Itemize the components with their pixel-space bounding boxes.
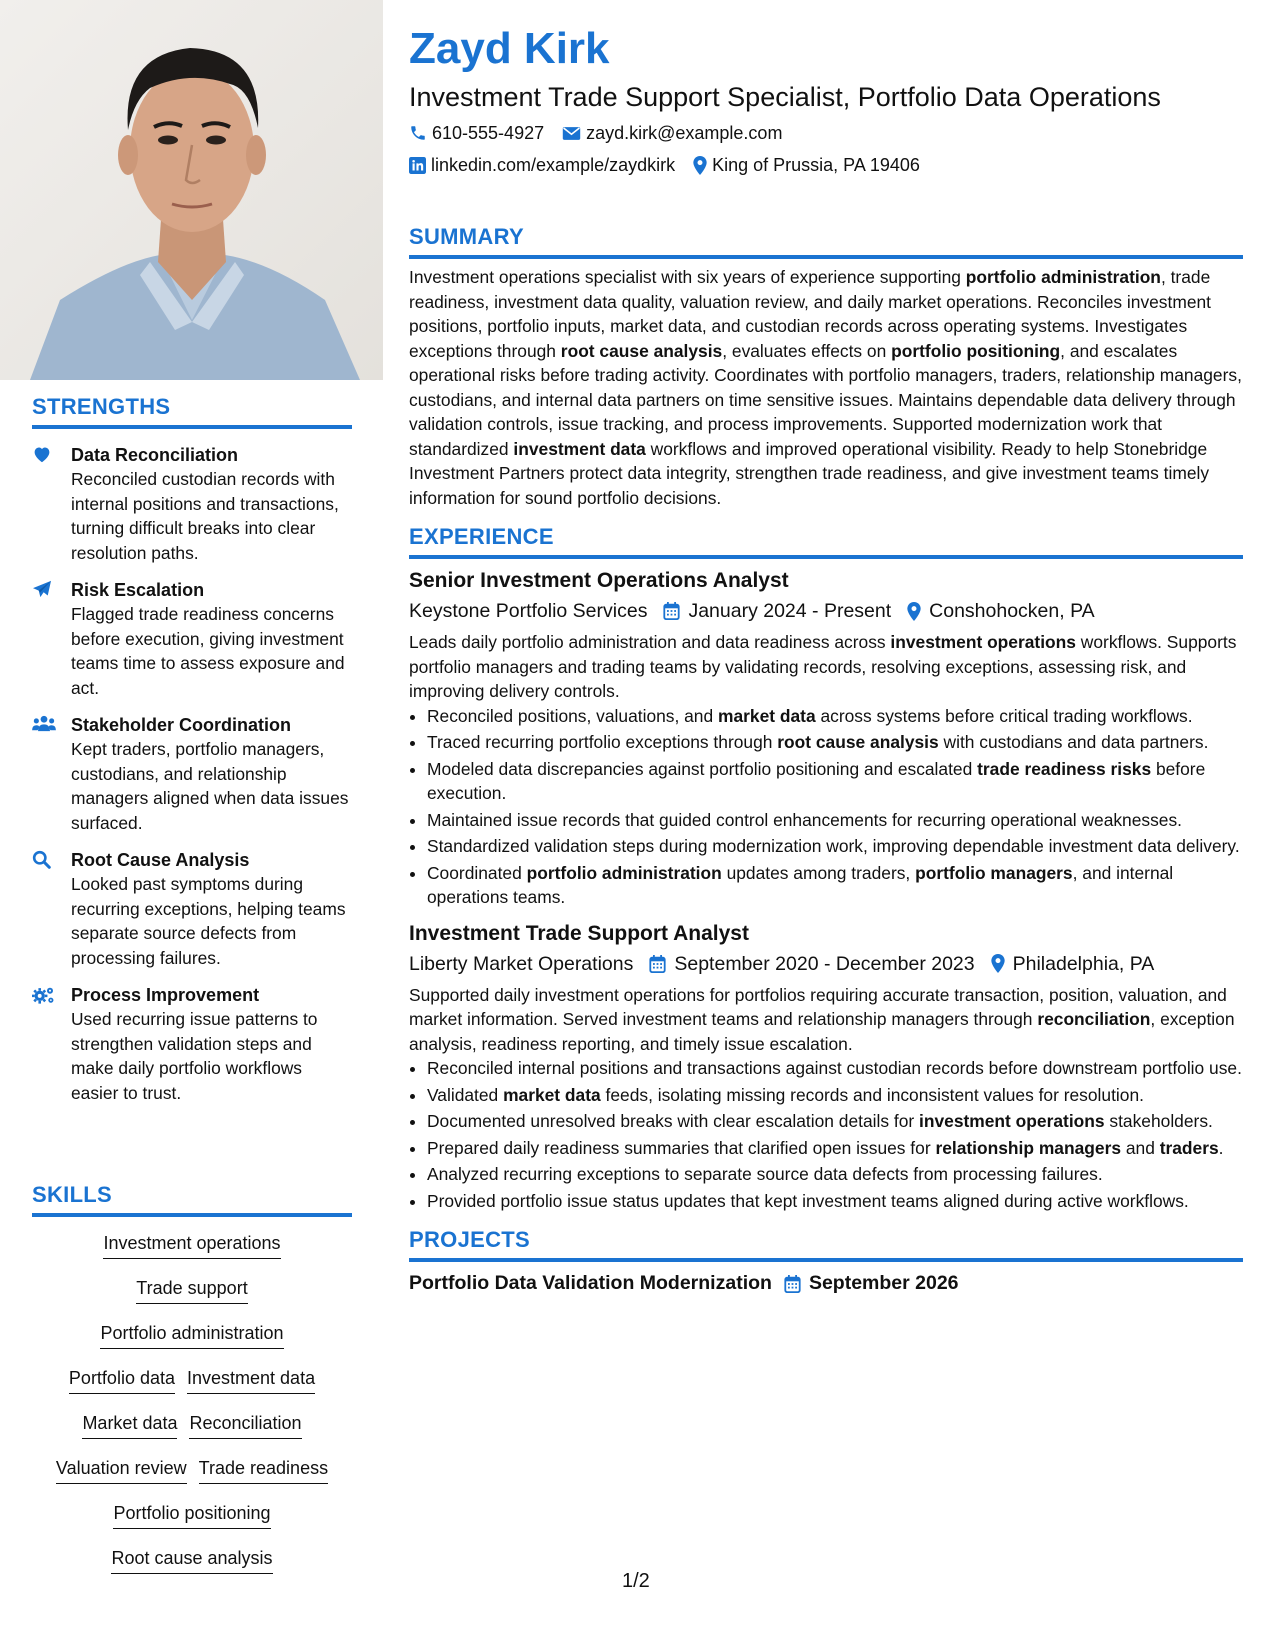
text-segment: Analyzed recurring exceptions to separate source data defects from processing failures. <box>427 1164 1103 1184</box>
sidebar <box>0 0 383 1650</box>
map-pin-icon <box>991 954 1005 973</box>
bold-keyword: root cause analysis <box>560 340 723 361</box>
bold-keyword: portfolio managers <box>915 862 1073 883</box>
location-text: King of Prussia, PA 19406 <box>712 155 920 175</box>
bullet-item <box>427 1109 1243 1134</box>
candidate-name: Zayd Kirk <box>409 24 610 73</box>
text-segment: Provided portfolio issue status updates that kept investment teams aligned during active workflows. <box>427 1190 1189 1211</box>
linkedin-text: linkedin.com/example/zaydkirk <box>431 155 676 175</box>
bold-keyword: market data <box>503 1084 601 1105</box>
bullet-item <box>427 1136 1243 1161</box>
skill-tag: Portfolio positioning <box>113 1501 270 1529</box>
text-segment: and <box>1121 1137 1160 1158</box>
envelope-icon <box>562 126 581 141</box>
skills-list <box>32 1223 352 1583</box>
skill-tag: Portfolio administration <box>100 1321 283 1349</box>
text-segment: before execution. <box>427 758 1206 803</box>
strength-title: Data Reconciliation <box>71 445 239 465</box>
job-location <box>907 598 1095 624</box>
bold-keyword: portfolio administration <box>965 267 1161 287</box>
project-date: September 2026 <box>808 1272 959 1294</box>
calendar-icon <box>649 955 666 973</box>
job-entry <box>409 567 1243 910</box>
bullet-item <box>427 1189 1243 1214</box>
email-text: zayd.kirk@example.com <box>586 123 783 143</box>
text-segment: Supported daily investment operations for portfolios requiring accurate transaction, position, valuation, and market information. Served investment teams and relationship managers through <box>409 984 1227 1029</box>
strength-item <box>32 443 352 565</box>
job-company: Keystone Portfolio Services <box>409 600 648 622</box>
text-segment: Reconciled internal positions and transactions against custodian records before downstream portfolio use. <box>427 1058 1242 1078</box>
job-intro <box>409 630 1243 704</box>
linkedin-icon <box>409 157 426 174</box>
strength-desc: Flagged trade readiness concerns before execution, giving investment teams time to assess exposure and act. <box>71 604 345 698</box>
job-bullets <box>409 704 1243 910</box>
map-pin-icon <box>693 156 707 175</box>
map-pin-icon <box>907 602 921 621</box>
job-meta <box>409 951 1243 977</box>
jobs-list <box>409 567 1243 1213</box>
calendar-icon <box>663 602 680 620</box>
text-segment: workflows. Supports portfolio managers and trading teams by validating records, resolving exceptions, assessing risk, and improving delivery controls. <box>409 632 1237 701</box>
experience-section <box>409 524 1243 1213</box>
gears-icon <box>32 983 71 1105</box>
search-icon <box>32 848 71 970</box>
bold-keyword: market data <box>718 705 816 726</box>
text-segment: feeds, isolating missing records and inconsistent values for resolution. <box>600 1084 1144 1105</box>
heart-icon <box>32 443 71 565</box>
bullet-item <box>427 834 1243 859</box>
skill-tag: Investment data <box>187 1366 315 1394</box>
skills-title: SKILLS <box>32 1182 113 1207</box>
text-segment: Modeled data discrepancies against portfolio positioning and escalated <box>427 758 978 779</box>
phone-text: 610-555-4927 <box>432 123 545 143</box>
summary-text <box>409 265 1243 510</box>
job-location <box>991 951 1155 977</box>
projects-section <box>409 1227 1243 1295</box>
summary-section <box>409 224 1243 510</box>
text-segment: Investment operations specialist with six years of experience supporting <box>409 267 966 287</box>
skill-tag: Trade support <box>136 1276 247 1304</box>
project-item <box>409 1272 1243 1295</box>
bold-keyword: investment data <box>513 438 646 459</box>
job-dates <box>663 598 891 624</box>
text-segment: Coordinated <box>427 862 527 883</box>
text-segment: Maintained issue records that guided control enhancements for recurring operational weaknesses. <box>427 809 1182 830</box>
text-segment: stakeholders. <box>1104 1111 1213 1131</box>
bold-keyword: traders <box>1159 1137 1219 1158</box>
page-number: 1/2 <box>622 1570 650 1592</box>
summary-title: SUMMARY <box>409 224 524 249</box>
text-segment: , and escalates operational risks before trading activity. Coordinates with portfolio managers, traders, relationship managers, custodians, and internal data partners on time sensitive issues. Maintains dependable data delivery through validation controls, issue tracking, and process improvements. Supported modernization work that standardized <box>409 340 1242 459</box>
bullet-item <box>427 704 1243 729</box>
skill-tag: Investment operations <box>103 1231 280 1259</box>
bold-keyword: relationship managers <box>935 1137 1122 1158</box>
section-divider <box>409 255 1243 259</box>
bold-keyword: investment operations <box>890 632 1076 652</box>
bold-keyword: portfolio positioning <box>891 340 1061 361</box>
text-segment: Traced recurring portfolio exceptions through <box>427 732 778 752</box>
linkedin-contact[interactable] <box>409 154 675 176</box>
bold-keyword: trade readiness risks <box>977 758 1152 779</box>
text-segment: Leads daily portfolio administration and data readiness across <box>409 632 891 652</box>
strength-item <box>32 578 352 700</box>
job-title: Investment Trade Support Analyst <box>409 921 749 945</box>
bullet-item <box>427 1083 1243 1108</box>
projects-title: PROJECTS <box>409 1227 530 1252</box>
text-segment: , exception analysis, readiness reporting, and timely issue escalation. <box>409 1009 1235 1054</box>
strength-title: Risk Escalation <box>71 580 205 600</box>
bold-keyword: investment operations <box>919 1111 1105 1131</box>
strengths-list <box>32 443 352 1105</box>
skill-tag: Valuation review <box>56 1456 187 1484</box>
bullet-item <box>427 808 1243 833</box>
strength-title: Root Cause Analysis <box>71 850 250 870</box>
strength-item <box>32 848 352 970</box>
bullet-item <box>427 757 1243 806</box>
phone-icon <box>409 124 427 142</box>
job-entry <box>409 920 1243 1214</box>
strength-desc: Looked past symptoms during recurring exceptions, helping teams separate source defects from processing failures. <box>71 874 346 968</box>
strength-item <box>32 713 352 835</box>
strength-title: Process Improvement <box>71 985 260 1005</box>
main-content <box>409 20 1243 1295</box>
location-contact <box>693 154 920 176</box>
bullet-item <box>427 730 1243 755</box>
email-contact[interactable] <box>562 122 782 144</box>
project-name: Portfolio Data Validation Modernization <box>409 1272 772 1294</box>
bold-keyword: root cause analysis <box>777 732 939 752</box>
contact-row-2 <box>409 154 1243 176</box>
job-dates-text: January 2024 - Present <box>688 600 892 622</box>
text-segment: Documented unresolved breaks with clear escalation details for <box>427 1111 920 1131</box>
job-location-text: Philadelphia, PA <box>1012 952 1155 975</box>
calendar-icon <box>784 1275 801 1293</box>
job-title: Senior Investment Operations Analyst <box>409 569 789 592</box>
bold-keyword: portfolio administration <box>526 862 722 883</box>
skill-tag: Root cause analysis <box>111 1546 272 1574</box>
strengths-title: STRENGTHS <box>32 394 171 419</box>
text-segment: Reconciled positions, valuations, and <box>427 705 718 726</box>
phone-contact[interactable] <box>409 122 544 144</box>
strength-desc: Used recurring issue patterns to strengthen validation steps and make daily portfolio workflows easier to trust. <box>71 1009 318 1103</box>
skill-tag: Reconciliation <box>189 1411 301 1439</box>
text-segment: , trade readiness, investment data quality, valuation review, and daily market operations. Reconciles investment positions, portfolio inputs, market data, and custodian records across operating systems. Investigates exceptions through <box>409 267 1211 361</box>
job-company: Liberty Market Operations <box>409 952 634 975</box>
paper-plane-icon <box>32 578 71 700</box>
bullet-item <box>427 861 1243 910</box>
candidate-role: Investment Trade Support Specialist, Portfolio Data Operations <box>409 82 1161 112</box>
strength-title: Stakeholder Coordination <box>71 715 292 735</box>
section-divider <box>32 425 352 429</box>
section-divider <box>409 555 1243 559</box>
strength-desc: Kept traders, portfolio managers, custodians, and relationship managers aligned when data issues surfaced. <box>71 739 349 833</box>
profile-photo <box>0 0 383 380</box>
text-segment: . <box>1218 1137 1224 1158</box>
section-divider <box>409 1258 1243 1262</box>
skills-section <box>32 1182 352 1583</box>
job-bullets <box>409 1056 1243 1213</box>
job-intro <box>409 983 1243 1057</box>
job-dates <box>649 951 974 977</box>
bold-keyword: reconciliation <box>1037 1009 1151 1029</box>
bullet-item <box>427 1162 1243 1187</box>
job-location-text: Conshohocken, PA <box>929 600 1095 622</box>
text-segment: , evaluates effects on <box>722 340 892 361</box>
skill-tag: Portfolio data <box>69 1366 175 1394</box>
strength-desc: Reconciled custodian records with internal positions and transactions, turning difficult breaks into clear resolution paths. <box>71 469 339 563</box>
skill-tag: Market data <box>82 1411 177 1439</box>
job-meta <box>409 598 1243 624</box>
users-icon <box>32 713 71 835</box>
job-dates-text: September 2020 - December 2023 <box>674 952 975 975</box>
text-segment: Validated <box>427 1084 504 1105</box>
text-segment: across systems before critical trading workflows. <box>815 705 1193 726</box>
section-divider <box>32 1213 352 1217</box>
text-segment: , and internal operations teams. <box>427 862 1174 907</box>
strengths-section <box>32 394 352 1118</box>
text-segment: updates among traders, <box>721 862 916 883</box>
contact-row-1 <box>409 122 1243 144</box>
text-segment: Prepared daily readiness summaries that clarified open issues for <box>427 1137 936 1158</box>
experience-title: EXPERIENCE <box>409 524 554 549</box>
text-segment: workflows and improved operational visibility. Ready to help Stonebridge Investment Partners protect data integrity, strengthen trade readiness, and give investment teams timely information for sound portfolio decisions. <box>409 438 1210 508</box>
bullet-item <box>427 1056 1243 1081</box>
skill-tag: Trade readiness <box>199 1456 328 1484</box>
text-segment: with custodians and data partners. <box>938 732 1209 752</box>
text-segment: Standardized validation steps during modernization work, improving dependable investment data delivery. <box>427 836 1240 856</box>
strength-item <box>32 983 352 1105</box>
